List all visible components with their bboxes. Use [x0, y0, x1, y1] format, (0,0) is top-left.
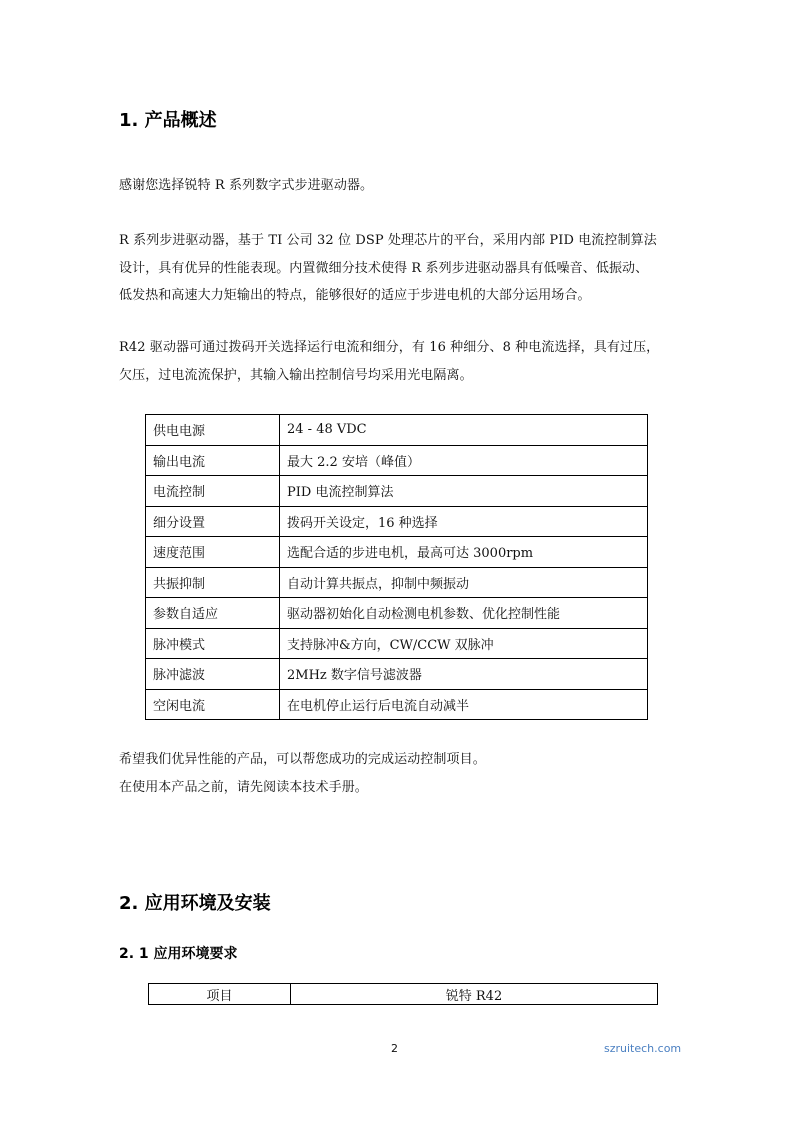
paragraph-line: 在使用本产品之前，请先阅读本技术手册。: [119, 779, 368, 795]
spec-table: [145, 414, 648, 720]
paragraph-line: R 系列步进驱动器，基于 TI 公司 32 位 DSP 处理芯片的平台，采用内部 PID 电流控制算法: [119, 233, 657, 248]
spec-key: 速度范围: [146, 537, 280, 568]
spec-value: 最大 2.2 安培（峰值）: [280, 445, 648, 476]
table-row: [146, 659, 648, 690]
spec-key: 电流控制: [146, 476, 280, 507]
paragraph-line: 希望我们优异性能的产品，可以帮您成功的完成运动控制项目。: [119, 752, 486, 767]
spec-key: 参数自适应: [146, 598, 280, 629]
r42-paragraph: [119, 334, 659, 389]
intro-paragraph: 感谢您选择锐特 R 系列数字式步进驱动器。: [119, 178, 374, 193]
paragraph-line: R42 驱动器可通过拨码开关选择运行电流和细分，有 16 种细分、8 种电流选择，具有过压，: [119, 340, 660, 355]
spec-key: 空闲电流: [146, 689, 280, 720]
spec-value: 2MHz 数字信号滤波器: [280, 659, 648, 690]
spec-key: 共振抑制: [146, 567, 280, 598]
spec-value: 24 - 48 VDC: [280, 415, 648, 446]
spec-value: 支持脉冲&方向，CW/CCW 双脉冲: [280, 628, 648, 659]
paragraph-line: 低发热和高速大力矩输出的特点，能够很好的适应于步进电机的大部分运用场合。: [119, 288, 591, 303]
spec-value: 选配合适的步进电机，最高可达 3000rpm: [280, 537, 648, 568]
table-row: [146, 689, 648, 720]
spec-key: 输出电流: [146, 445, 280, 476]
spec-key: 细分设置: [146, 506, 280, 537]
spec-key: 脉冲模式: [146, 628, 280, 659]
closing-paragraph: [119, 746, 486, 801]
table-row: [146, 567, 648, 598]
spec-key: 脉冲滤波: [146, 659, 280, 690]
spec-value: 拨码开关设定，16 种选择: [280, 506, 648, 537]
column-header-model: 锐特 R42: [291, 984, 658, 1005]
spec-value: 在电机停止运行后电流自动减半: [280, 689, 648, 720]
paragraph-line: 欠压，过电流流保护，其输入输出控制信号均采用光电隔离。: [119, 367, 473, 383]
spec-value: 驱动器初始化自动检测电机参数、优化控制性能: [280, 598, 648, 629]
table-row: [146, 598, 648, 629]
column-header-item: 项目: [149, 984, 291, 1005]
footer-website: szruitech.com: [604, 1042, 682, 1055]
section2-heading: 2. 应用环境及安装: [119, 893, 271, 914]
table-row: [146, 628, 648, 659]
spec-value: PID 电流控制算法: [280, 476, 648, 507]
section2-1-heading: 2. 1 应用环境要求: [119, 946, 238, 962]
section1-heading: 1. 产品概述: [119, 110, 217, 131]
table-row: [146, 445, 648, 476]
table-row: [146, 506, 648, 537]
spec-key: 供电电源: [146, 415, 280, 446]
environment-table: [148, 983, 658, 1005]
table-row: [146, 415, 648, 446]
page-number: 2: [391, 1042, 398, 1055]
table-header-row: [149, 984, 658, 1005]
spec-value: 自动计算共振点，抑制中频振动: [280, 567, 648, 598]
table-row: [146, 476, 648, 507]
paragraph-line: 设计，具有优异的性能表现。内置微细分技术使得 R 系列步进驱动器具有低噪音、低振动、: [119, 260, 649, 276]
table-row: [146, 537, 648, 568]
description-paragraph: [119, 227, 657, 310]
